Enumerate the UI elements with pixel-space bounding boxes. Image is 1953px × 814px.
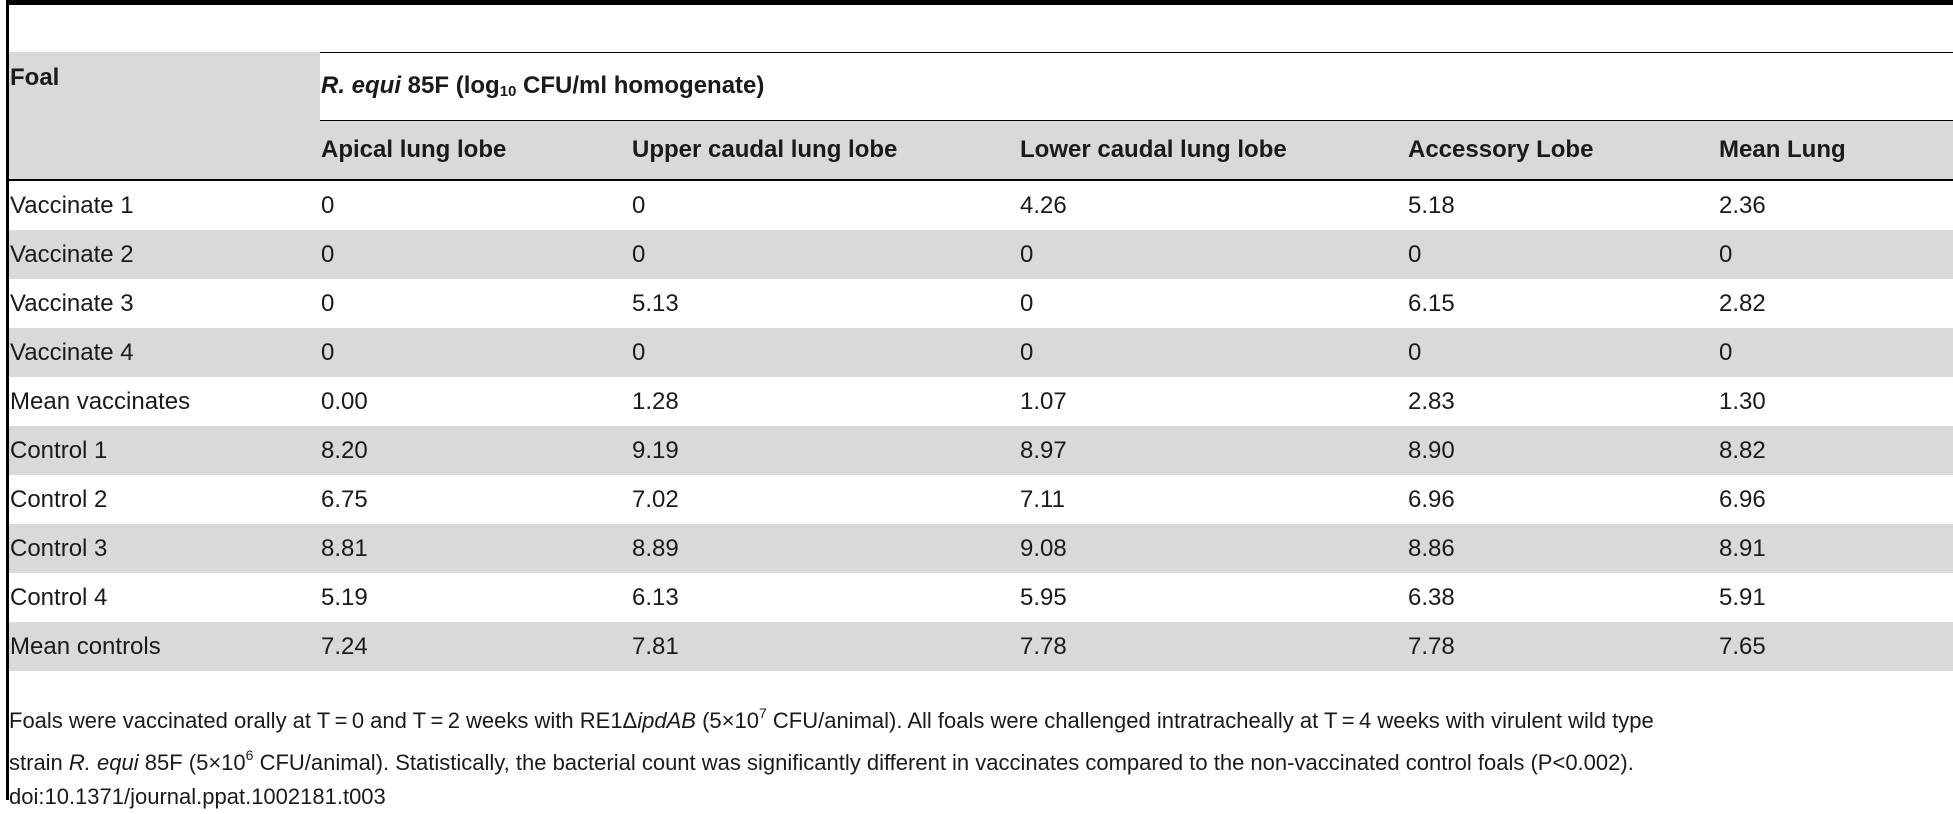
value-cell: 8.20: [321, 436, 368, 464]
column-header: Upper caudal lung lobe: [631, 121, 1019, 181]
value-cell: 0: [321, 289, 335, 317]
footnote-line-1: Foals were vaccinated orally at T = 0 and T = 2 weeks with RE1ΔipdAB ($5\times 10^7$ CFU/animal). All foals were challenged intratracheally at T = 4 weeks with virulent wild type: [9, 705, 1654, 733]
table-body: [9, 180, 1953, 671]
value-cell: 1.30: [1719, 387, 1766, 415]
value-cell: 0: [1020, 338, 1034, 366]
value-cell: 5.95: [1020, 583, 1067, 611]
value-cell: 5.91: [1719, 583, 1766, 611]
value-cell: 0: [632, 240, 646, 268]
group-header: R. equi 85F ($\log_{10}$ CFU/ml homogenate): [320, 52, 1953, 121]
value-cell: 2.83: [1408, 387, 1455, 415]
value-cell: 7.11: [1020, 485, 1065, 513]
value-cell: 0: [632, 338, 646, 366]
table-row: [9, 426, 1953, 475]
value-cell: 1.28: [632, 387, 679, 415]
column-header: Accessory Lobe: [1407, 121, 1718, 181]
table-row: [9, 622, 1953, 671]
value-cell: 0: [1408, 338, 1422, 366]
value-cell: 4.26: [1020, 191, 1067, 219]
value-cell: 0: [1408, 240, 1422, 268]
value-cell: 0: [321, 338, 335, 366]
column-header: Mean Lung: [1718, 121, 1953, 181]
value-cell: 5.13: [632, 289, 679, 317]
foal-cell: Vaccinate 1: [10, 191, 134, 219]
value-cell: 0: [1020, 240, 1034, 268]
value-cell: 6.15: [1408, 289, 1455, 317]
value-cell: 7.78: [1020, 632, 1067, 660]
foal-cell: Control 1: [10, 436, 108, 464]
value-cell: 9.08: [1020, 534, 1067, 562]
value-cell: 0: [1020, 289, 1034, 317]
foal-cell: Vaccinate 4: [10, 338, 134, 366]
value-cell: 6.38: [1408, 583, 1455, 611]
foal-cell: Vaccinate 3: [10, 289, 134, 317]
value-cell: 6.96: [1719, 485, 1766, 513]
value-cell: 0: [1719, 338, 1733, 366]
footnote-line-2: strain R. equi 85F ($5\times 10^6$ CFU/animal). Statistically, the bacterial count was significantly different in vaccinates compared to the non-vaccinated control foals (P<0.002).: [9, 747, 1634, 775]
value-cell: 1.07: [1020, 387, 1067, 415]
value-cell: 0: [632, 191, 646, 219]
doi-link[interactable]: doi:10.1371/journal.ppat.1002181.t003: [9, 784, 386, 809]
value-cell: 8.82: [1719, 436, 1766, 464]
value-cell: 8.81: [321, 534, 368, 562]
value-cell: 0: [321, 191, 335, 219]
value-cell: 0.00: [321, 387, 368, 415]
column-header: Apical lung lobe: [320, 121, 631, 181]
table-row: [9, 328, 1953, 377]
value-cell: 8.90: [1408, 436, 1455, 464]
value-cell: 5.19: [321, 583, 368, 611]
value-cell: 7.78: [1408, 632, 1455, 660]
value-cell: 2.36: [1719, 191, 1766, 219]
foal-header: Foal: [9, 52, 320, 180]
value-cell: 6.75: [321, 485, 368, 513]
value-cell: 9.19: [632, 436, 679, 464]
table-row: [9, 279, 1953, 328]
table-row: [9, 475, 1953, 524]
foal-cell: Mean vaccinates: [10, 387, 191, 415]
table-row: [9, 377, 1953, 426]
value-cell: 0: [1719, 240, 1733, 268]
foal-cell: Control 3: [10, 534, 108, 562]
value-cell: 8.97: [1020, 436, 1067, 464]
table-row: [9, 230, 1953, 279]
foal-cell: Control 2: [10, 485, 108, 513]
data-table: [9, 52, 1953, 671]
table-footnote: [9, 696, 1953, 814]
value-cell: 7.02: [632, 485, 679, 513]
value-cell: 8.86: [1408, 534, 1455, 562]
value-cell: 6.13: [632, 583, 679, 611]
table-row: [9, 180, 1953, 230]
column-header: Lower caudal lung lobe: [1019, 121, 1407, 181]
value-cell: 5.18: [1408, 191, 1455, 219]
table-row: [9, 573, 1953, 622]
value-cell: 7.24: [321, 632, 368, 660]
value-cell: 8.91: [1719, 534, 1766, 562]
value-cell: 6.96: [1408, 485, 1455, 513]
foal-cell: Vaccinate 2: [10, 240, 134, 268]
table-row: [9, 524, 1953, 573]
value-cell: 7.65: [1719, 632, 1766, 660]
foal-cell: Mean controls: [10, 632, 161, 660]
value-cell: 2.82: [1719, 289, 1766, 317]
value-cell: 0: [321, 240, 335, 268]
value-cell: 8.89: [632, 534, 679, 562]
value-cell: 7.81: [632, 632, 679, 660]
foal-cell: Control 4: [10, 583, 108, 611]
top-rule: [6, 0, 1953, 5]
